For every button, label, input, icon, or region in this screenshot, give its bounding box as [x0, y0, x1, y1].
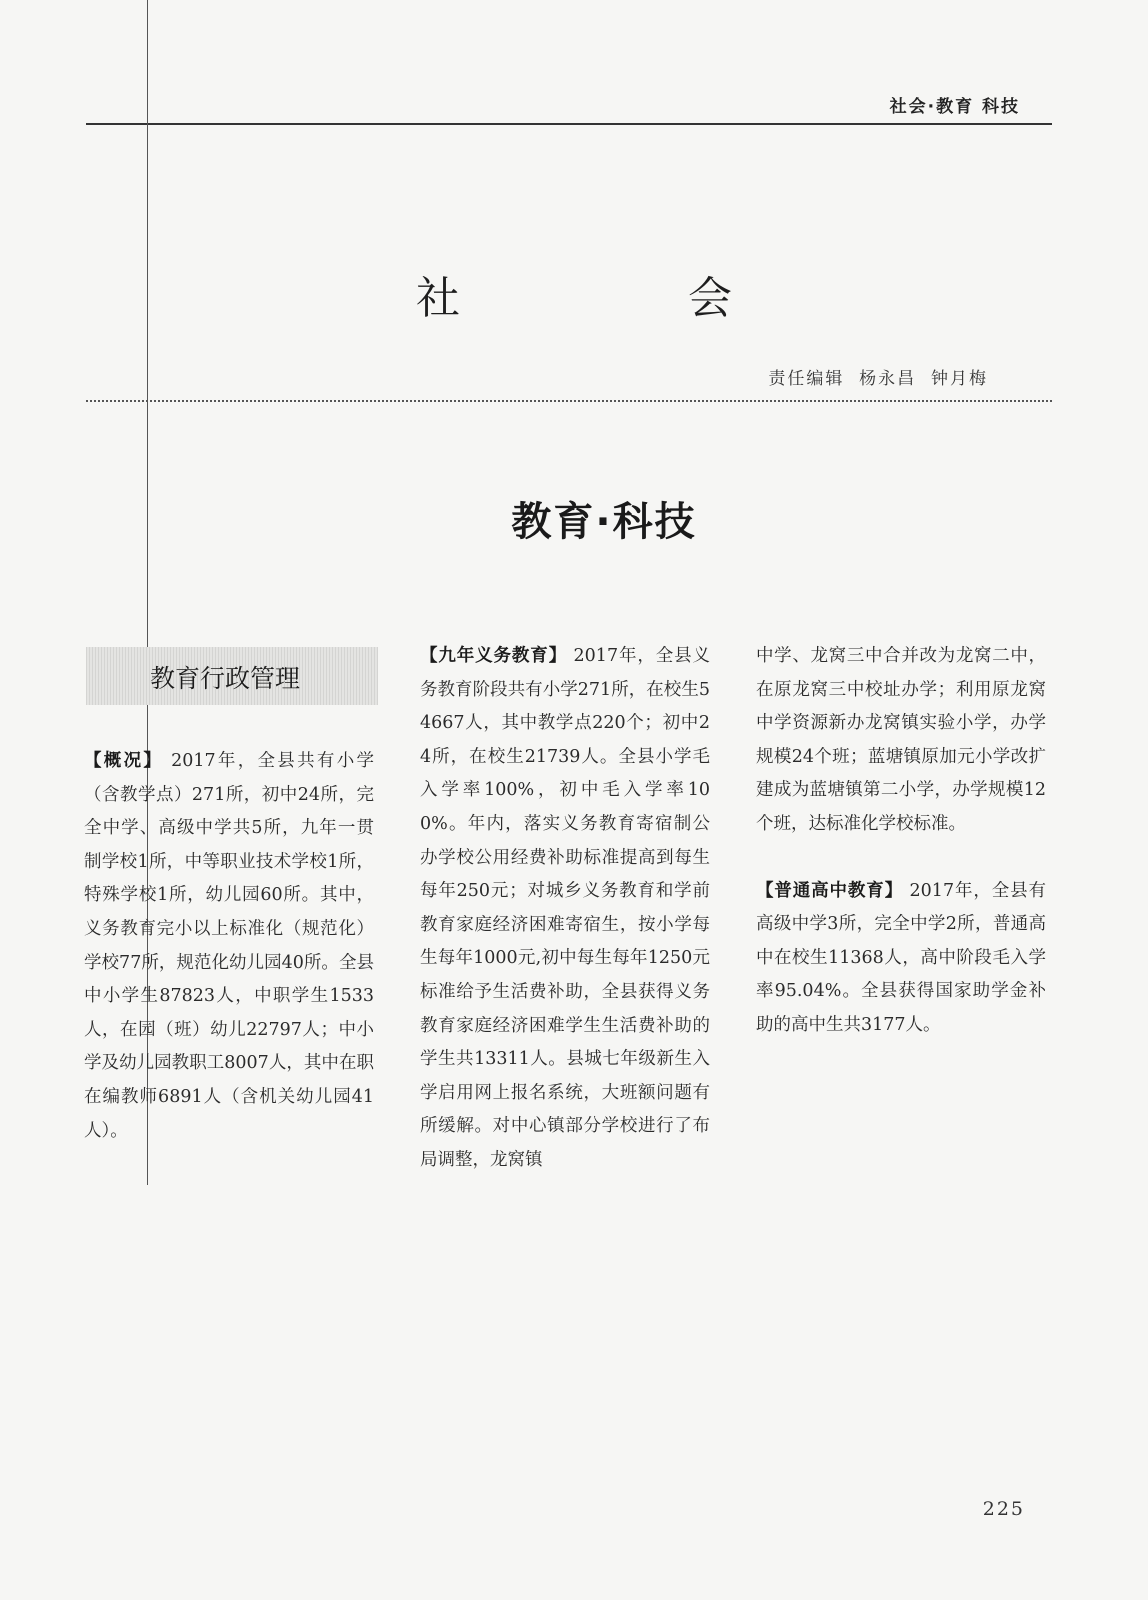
entry-tag: 【九年义务教育】 — [420, 646, 568, 666]
column-1 — [84, 745, 374, 1148]
entry-high-school — [756, 875, 1046, 1043]
page-number: 225 — [982, 1498, 1025, 1520]
chapter-title: 教育·科技 — [511, 499, 697, 545]
entry-text: 2017年，全县共有小学（含教学点）271所，初中24所，完全中学、高级中学共5所，九年一贯制学校1所，中等职业技术学校1所，特殊学校1所，幼儿园60所。其中，义务教育完小以上标准化（规范化）学校77所，规范化幼儿园40所。全县中小学生87823人，中职学生1533人，在园（班）幼儿22797人；中小学及幼儿园教职工8007人，其中在职在编教师6891人（含机关幼儿园41人）。 — [84, 751, 374, 1141]
column-3 — [756, 640, 1046, 1043]
editors-credit: 责任编辑 杨永昌 钟月梅 — [768, 369, 988, 389]
entry-tag: 【概况】 — [84, 751, 164, 771]
entry-compulsory-education — [420, 640, 710, 1178]
entry-tag: 【普通高中教育】 — [756, 880, 904, 901]
running-head: 社会·教育 科技 — [889, 97, 1020, 117]
entry-text: 2017年，全县义务教育阶段共有小学271所，在校生54667人，其中教学点220个；初中24所，在校生21739人。全县小学毛入学率100%，初中毛入学率100%。年内，落实义务教育寄宿制公办学校公用经费补助标准提高到每生每年250元；对城乡义务教育和学前教育家庭经济困难寄宿生，按小学每生每年1000元,初中每生每年1250元标准给予生活费补助，全县获得义务教育家庭经济困难学生生活费补助的学生共13311人。县城七年级新生入学启用网上报名系统，大班额问题有所缓解。对中心镇部分学校进行了布局调整，龙窝镇 — [420, 646, 711, 1170]
subsection-title: 教育行政管理 — [150, 664, 301, 693]
entry-text: 2017年，全县有高级中学3所，完全中学2所，普通高中在校生11368人，高中阶段毛入学率95.04%。全县获得国家助学金补助的高中生共3177人。 — [756, 880, 1047, 1035]
section-title: 社 会 — [416, 273, 824, 324]
header-rule — [86, 123, 1052, 125]
entry-overview — [84, 745, 374, 1148]
entry-continuation: 中学、龙窝三中合并改为龙窝二中，在原龙窝三中校址办学；利用原龙窝中学资源新办龙窝镇实验小学，办学规模24个班；蓝塘镇原加元小学改扩建成为蓝塘镇第二小学，办学规模12个班，达标准化学校标准。 — [756, 646, 1046, 834]
dotted-divider — [86, 400, 1052, 402]
subsection-banner — [86, 647, 378, 705]
column-2 — [420, 640, 710, 1178]
